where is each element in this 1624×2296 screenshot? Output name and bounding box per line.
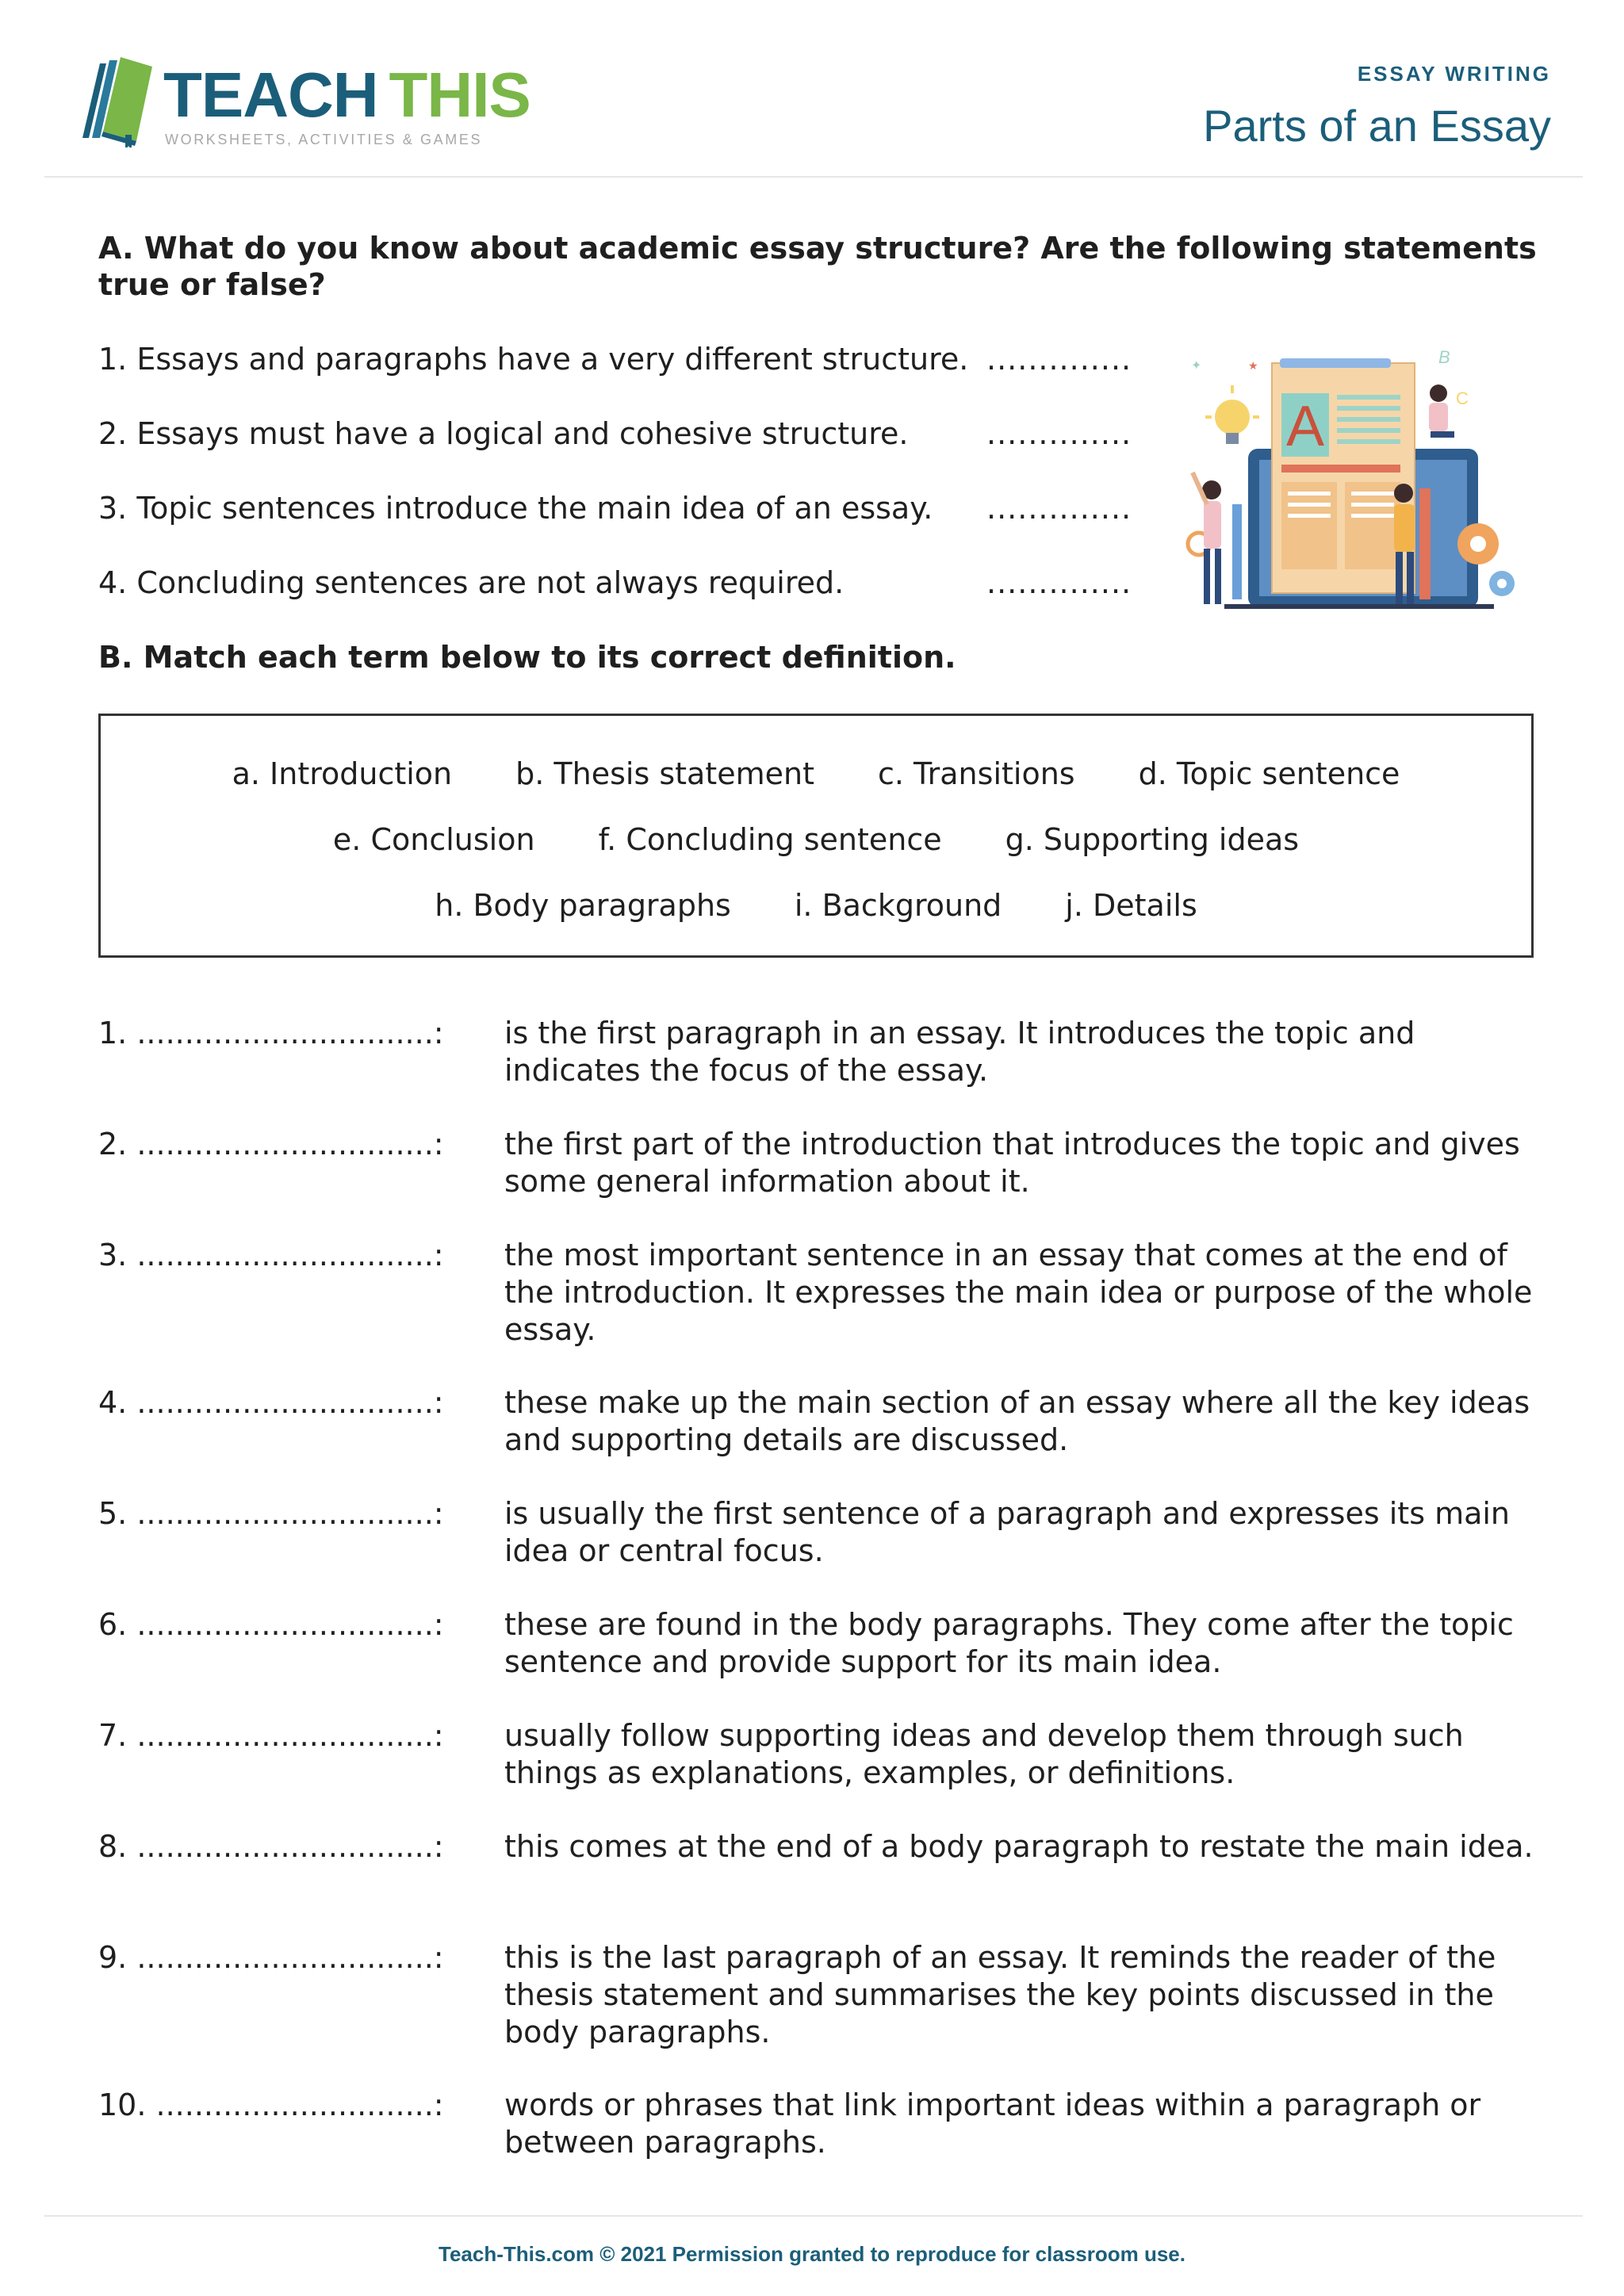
statement-row: [98, 339, 1145, 379]
definition-blank[interactable]: 8. ...............................:: [98, 1829, 444, 1864]
term-transitions: c. Transitions: [877, 756, 1075, 791]
essay-illustration: [1177, 346, 1526, 615]
statement-text: 3. Topic sentences introduce the main idea of an essay.: [98, 491, 933, 526]
section-a-heading: A. What do you know about academic essay structure? Are the following statements true or false?: [98, 231, 1537, 302]
definition-blank[interactable]: 2. ...............................:: [98, 1127, 444, 1161]
definition-text: usually follow supporting ideas and develop them through such things as explanations, examples, or definitions.: [504, 1718, 1464, 1790]
book-logo-icon: [76, 52, 155, 147]
page-title: Parts of an Essay: [1203, 101, 1551, 151]
svg-text:★: ★: [1248, 360, 1258, 373]
definition-text: words or phrases that link important ideas within a paragraph or between paragraphs.: [504, 2087, 1481, 2160]
term-concluding-sentence: f. Concluding sentence: [598, 822, 942, 857]
definition-blank[interactable]: 10. .............................:: [98, 2087, 444, 2122]
word-bank-row: [101, 754, 1531, 794]
term-supporting-ideas: g. Supporting ideas: [1005, 822, 1300, 857]
definition-text: the first part of the introduction that introduces the topic and gives some general information about it.: [504, 1127, 1520, 1199]
definition-blank[interactable]: 5. ...............................:: [98, 1496, 444, 1531]
answer-blank[interactable]: ..............: [986, 565, 1132, 600]
section-b-heading: B. Match each term below to its correct definition.: [98, 640, 956, 675]
header-divider: [44, 176, 1583, 178]
statement-text: 4. Concluding sentences are not always required.: [98, 565, 845, 600]
definition-text: is the first paragraph in an essay. It introduces the topic and indicates the focus of the essay.: [504, 1016, 1415, 1088]
term-conclusion: e. Conclusion: [332, 822, 535, 857]
definition-text: these are found in the body paragraphs. They come after the topic sentence and provide support for its main idea.: [504, 1607, 1514, 1679]
definition-blank[interactable]: 1. ...............................:: [98, 1016, 444, 1050]
answer-blank[interactable]: ..............: [986, 416, 1132, 451]
definition-text: the most important sentence in an essay that comes at the end of the introduction. It expresses the main idea or purpose of the whole essay.: [504, 1238, 1533, 1347]
word-bank-row: [101, 886, 1531, 925]
definition-blank[interactable]: 4. ...............................:: [98, 1385, 444, 1420]
term-introduction: a. Introduction: [232, 756, 453, 791]
term-background: i. Background: [794, 888, 1002, 923]
statement-row: [98, 414, 1145, 453]
term-body-paragraphs: h. Body paragraphs: [435, 888, 731, 923]
worksheet-category: ESSAY WRITING: [1357, 62, 1551, 86]
svg-text:✦: ✦: [1191, 358, 1202, 373]
definition-text: this comes at the end of a body paragraph to restate the main idea.: [504, 1829, 1534, 1864]
term-topic-sentence: d. Topic sentence: [1138, 756, 1400, 791]
definition-text: is usually the first sentence of a paragraph and expresses its main idea or central focus.: [504, 1496, 1511, 1568]
answer-blank[interactable]: ..............: [986, 342, 1132, 377]
definition-text: this is the last paragraph of an essay. It reminds the reader of the thesis statement and summarises the key points discussed in the body paragraphs.: [504, 1940, 1496, 2049]
statement-row: [98, 563, 1145, 603]
logo-wordmark: TEACH THIS: [163, 59, 530, 130]
term-thesis-statement: b. Thesis statement: [515, 756, 814, 791]
illustration-letter-a: A: [1285, 395, 1325, 458]
teach-this-logo: [76, 52, 530, 155]
definition-text: these make up the main section of an essay where all the key ideas and supporting details are discussed.: [504, 1385, 1530, 1457]
answer-blank[interactable]: ..............: [986, 491, 1132, 526]
illustration-letter-c: C: [1456, 388, 1469, 408]
footer-divider: [44, 2215, 1583, 2217]
statement-text: 2. Essays must have a logical and cohesive structure.: [98, 416, 909, 451]
word-bank-box: [98, 714, 1534, 958]
definition-blank[interactable]: 9. ...............................:: [98, 1940, 444, 1975]
statement-row: [98, 488, 1145, 528]
definition-blank[interactable]: 3. ...............................:: [98, 1238, 444, 1272]
definition-blank[interactable]: 6. ...............................:: [98, 1607, 444, 1642]
definition-blank[interactable]: 7. ...............................:: [98, 1718, 444, 1753]
logo-tagline: WORKSHEETS, ACTIVITIES & GAMES: [165, 132, 483, 147]
footer-copyright: Teach-This.com © 2021 Permission granted to reproduce for classroom use.: [439, 2242, 1185, 2266]
illustration-letter-b: B: [1438, 347, 1450, 367]
statement-text: 1. Essays and paragraphs have a very different structure.: [98, 342, 969, 377]
word-bank-row: [101, 820, 1531, 859]
term-details: j. Details: [1065, 888, 1197, 923]
